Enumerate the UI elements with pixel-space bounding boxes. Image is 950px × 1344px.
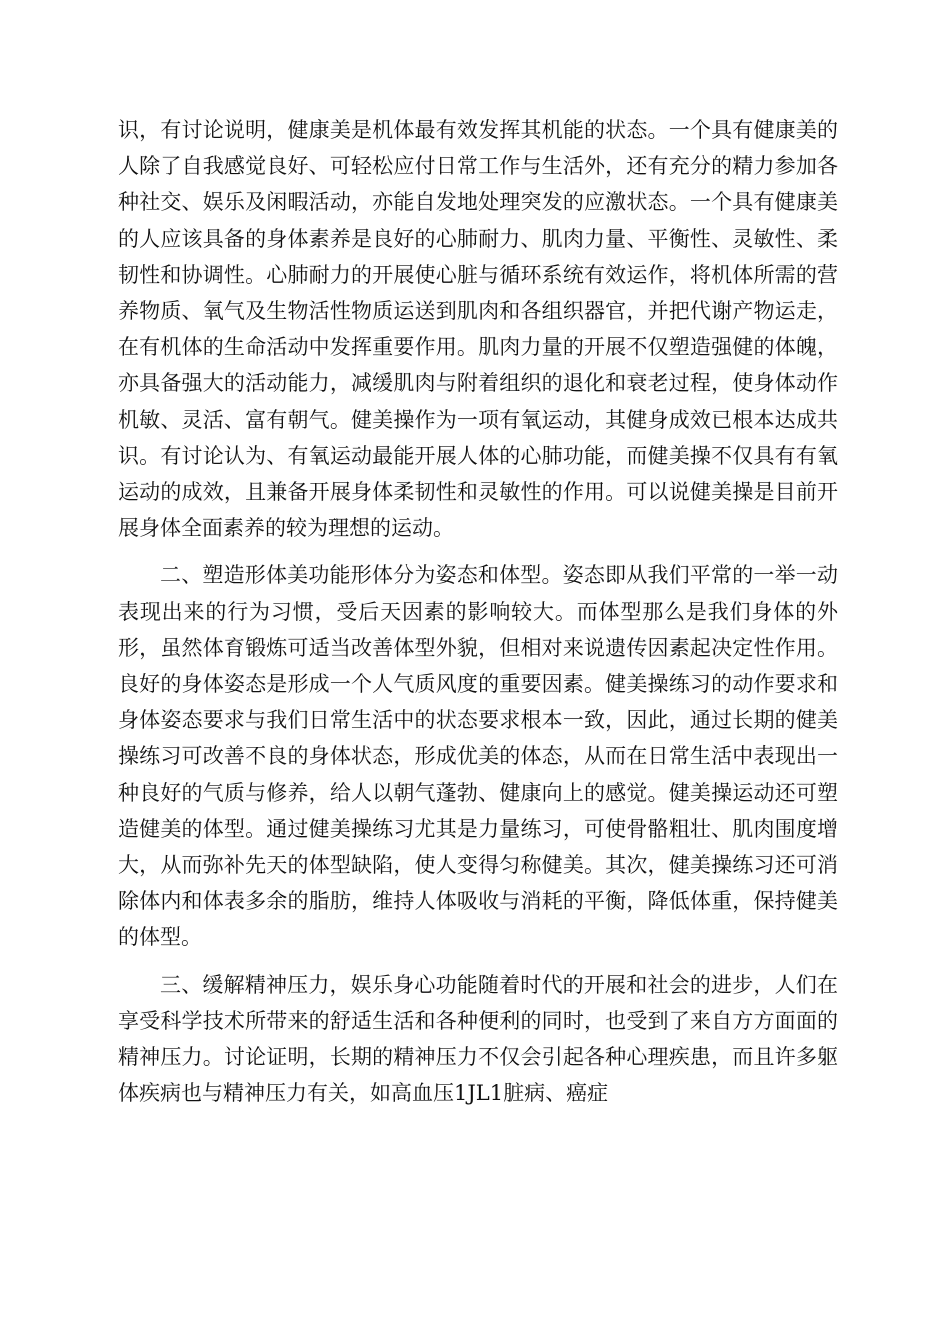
paragraph-body-shape: 二、塑造形体美功能形体分为姿态和体型。姿态即从我们平常的一举一动表现出来的行为习惯，受后天因素的影响较大。而体型那么是我们身体的外形，虽然体育锻炼可适当改善体型外貌，但相对来说遗传因素起决定性作用。良好的身体姿态是形成一个人气质风度的重要因素。健美操练习的动作要求和身体姿态要求与我们日常生活中的状态要求根本一致，因此，通过长期的健美操练习可改善不良的身体状态，形成优美的体态，从而在日常生活中表现出一种良好的气质与修养，给人以朝气蓬勃、健康向上的感觉。健美操运动还可塑造健美的体型。通过健美操练习尤其是力量练习，可使骨骼粗壮、肌肉围度增大，从而弥补先天的体型缺陷，使人变得匀称健美。其次，健美操练习还可消除体内和体表多余的脂肪，维持人体吸收与消耗的平衡，降低体重，保持健美的体型。	[118, 563, 838, 950]
paragraph-mental-stress: 三、缓解精神压力，娱乐身心功能随着时代的开展和社会的进步，人们在享受科学技术所带来的舒适生活和各种便利的同时，也受到了来自方方面面的精神压力。讨论证明，长期的精神压力不仅会引起各种心理疾患，而且许多躯体疾病也与精神压力有关，如高血压1JL1脏病、癌症	[118, 972, 838, 1106]
document-page	[118, 112, 838, 1111]
paragraph-health-beauty: 识，有讨论说明，健康美是机体最有效发挥其机能的状态。一个具有健康美的人除了自我感觉良好、可轻松应付日常工作与生活外，还有充分的精力参加各种社交、娱乐及闲暇活动，亦能自发地处理突发的应激状态。一个具有健康美的人应该具备的身体素养是良好的心肺耐力、肌肉力量、平衡性、灵敏性、柔韧性和协调性。心肺耐力的开展使心脏与循环系统有效运作，将机体所需的营养物质、氧气及生物活性物质运送到肌肉和各组织器官，并把代谢产物运走，在有机体的生命活动中发挥重要作用。肌肉力量的开展不仅塑造强健的体魄，亦具备强大的活动能力，减缓肌肉与附着组织的退化和衰老过程，使身体动作机敏、灵活、富有朝气。健美操作为一项有氧运动，其健身成效已根本达成共识。有讨论认为、有氧运动最能开展人体的心肺功能，而健美操不仅具有有氧运动的成效，且兼备开展身体柔韧性和灵敏性的作用。可以说健美操是目前开展身体全面素养的较为理想的运动。	[118, 118, 838, 541]
